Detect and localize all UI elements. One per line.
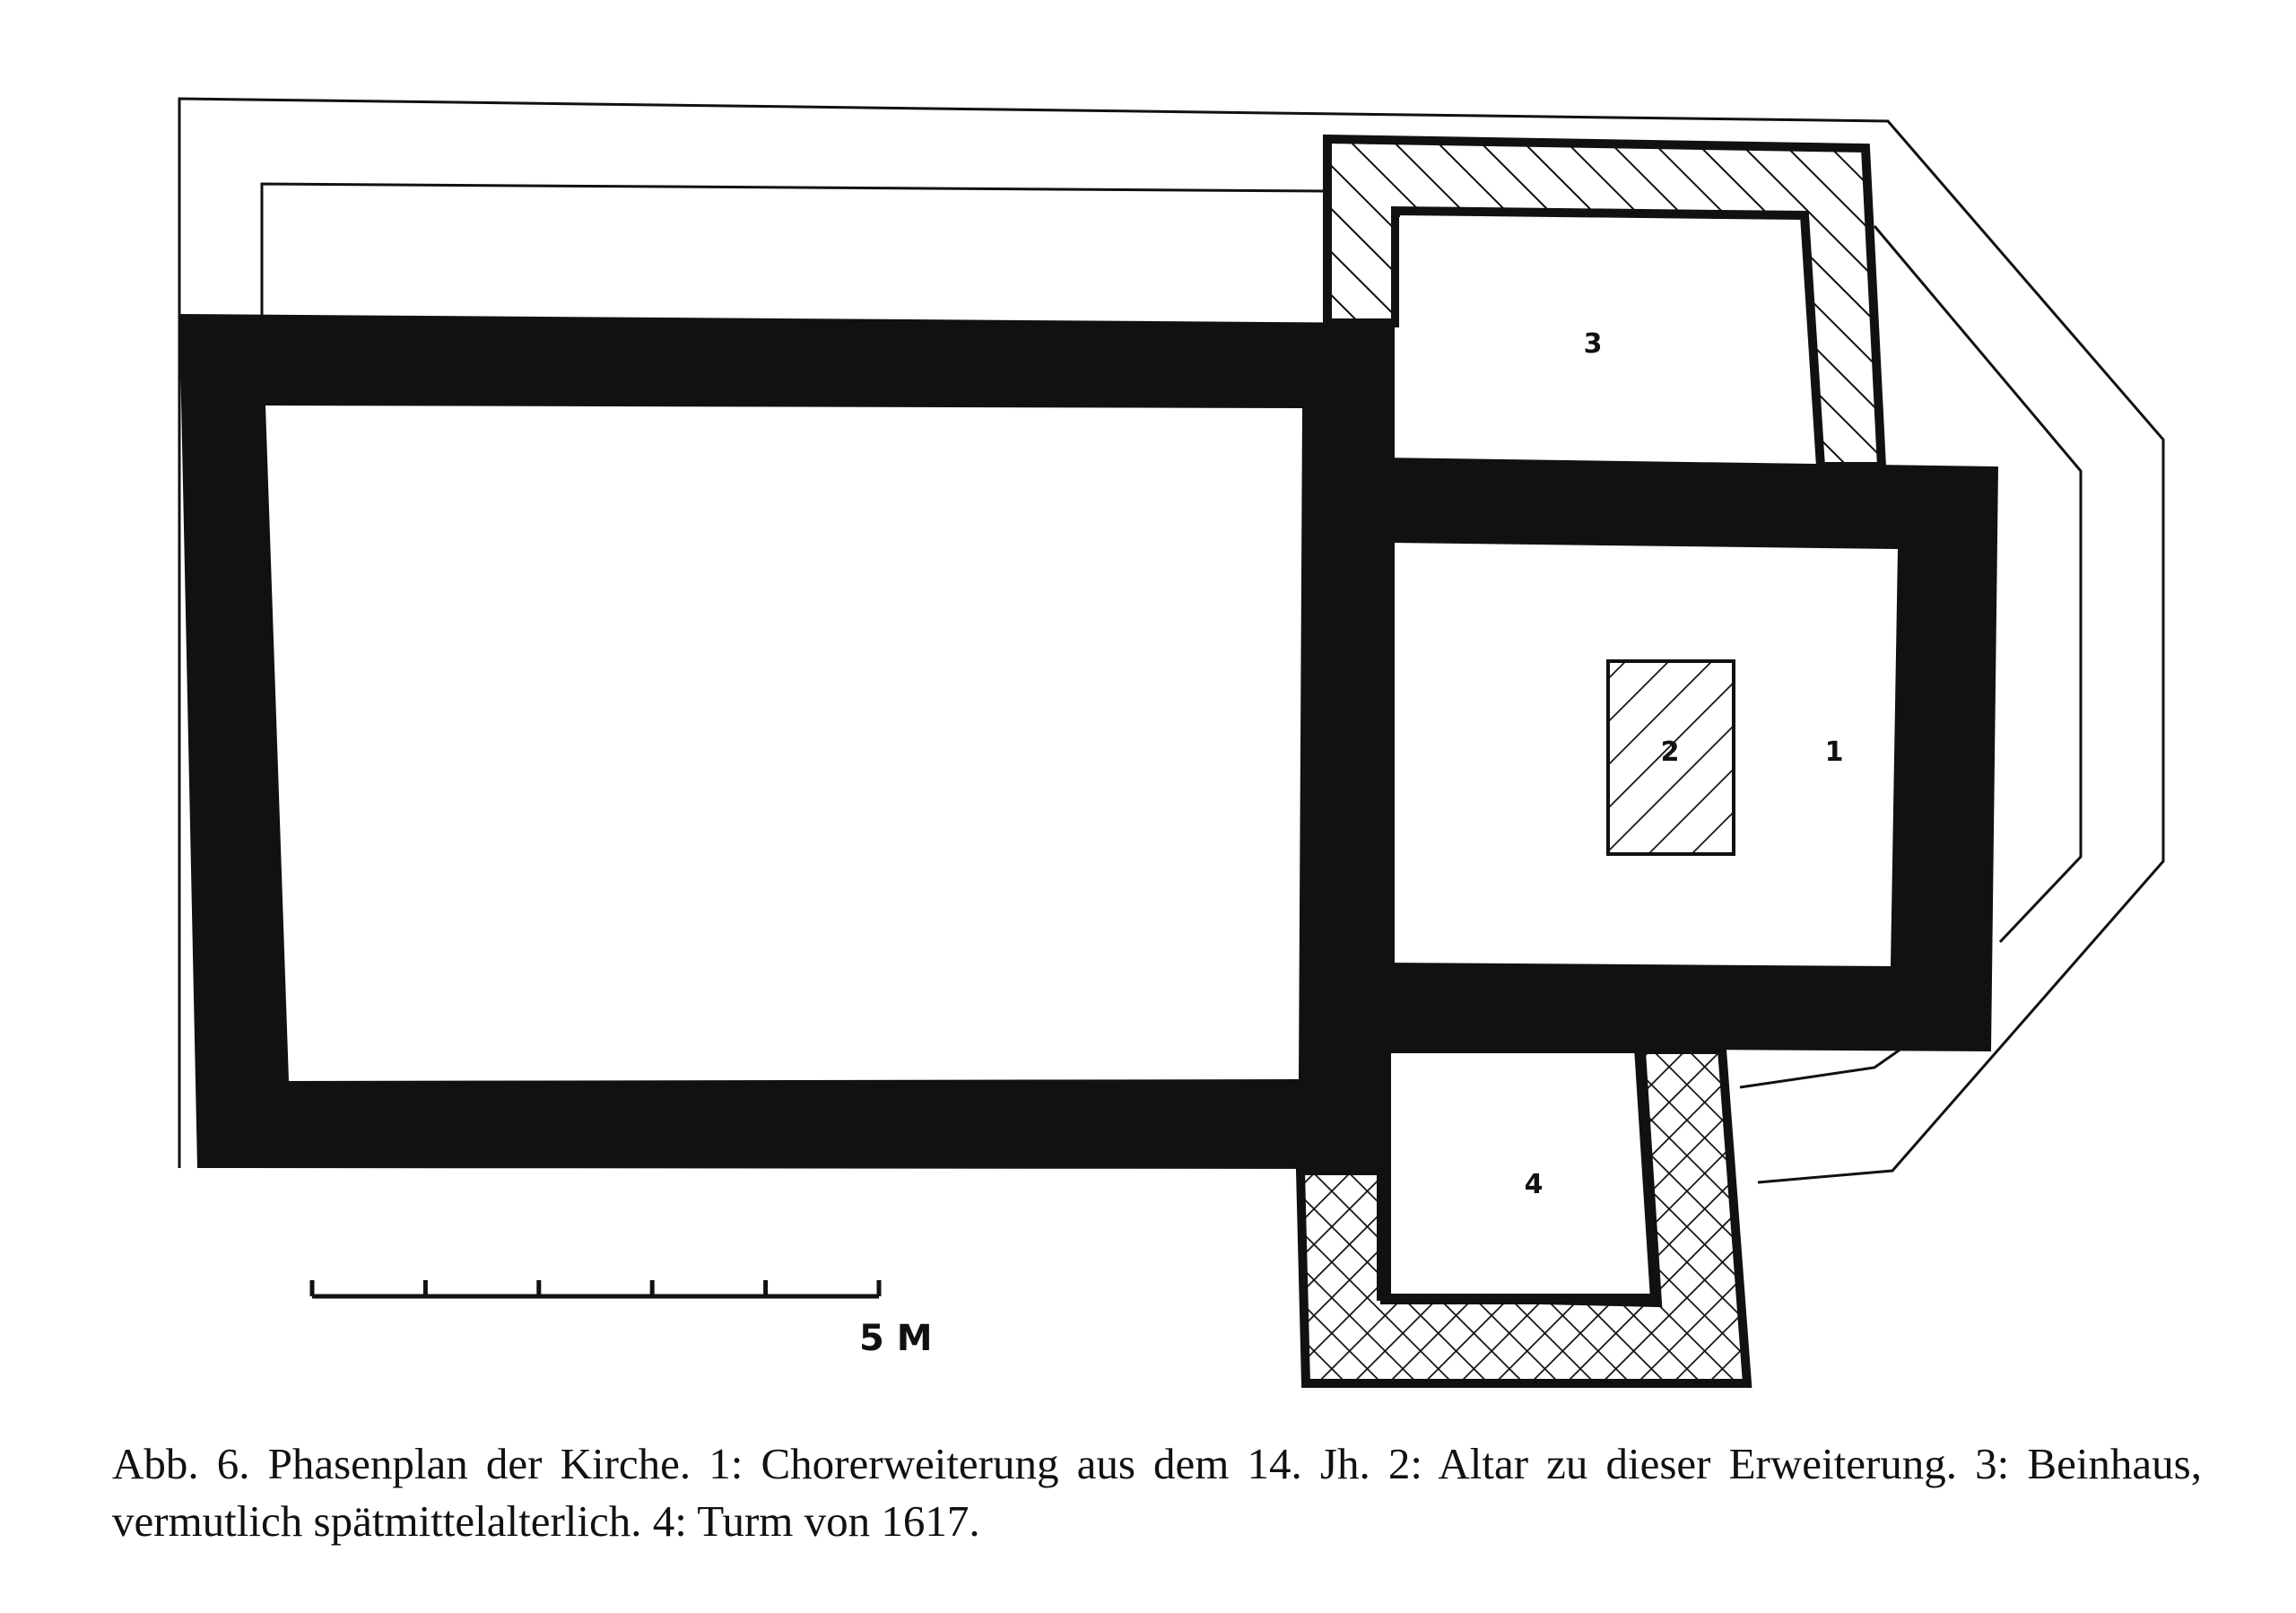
figure-caption: Abb. 6. Phasenplan der Kirche. 1: Chorerweiterung aus dem 14. Jh. 2: Altar zu dieser Erweiterung. 3: Beinhaus, vermutlich spätmittelalterlich. 4: Turm von 1617. [112, 1439, 2202, 1546]
inner-boundary-line [262, 184, 1326, 318]
nave-walls [179, 314, 1395, 1169]
altar-label: 2 [1660, 737, 1680, 768]
ossuary-room[interactable] [1399, 217, 1815, 459]
tower-room[interactable] [1386, 1048, 1656, 1299]
scale-bar-label: 5 M [859, 1318, 933, 1359]
tower-label: 4 [1524, 1169, 1544, 1200]
choir-label: 1 [1824, 737, 1844, 768]
scale-bar [312, 1280, 879, 1296]
ossuary-label: 3 [1583, 328, 1603, 360]
